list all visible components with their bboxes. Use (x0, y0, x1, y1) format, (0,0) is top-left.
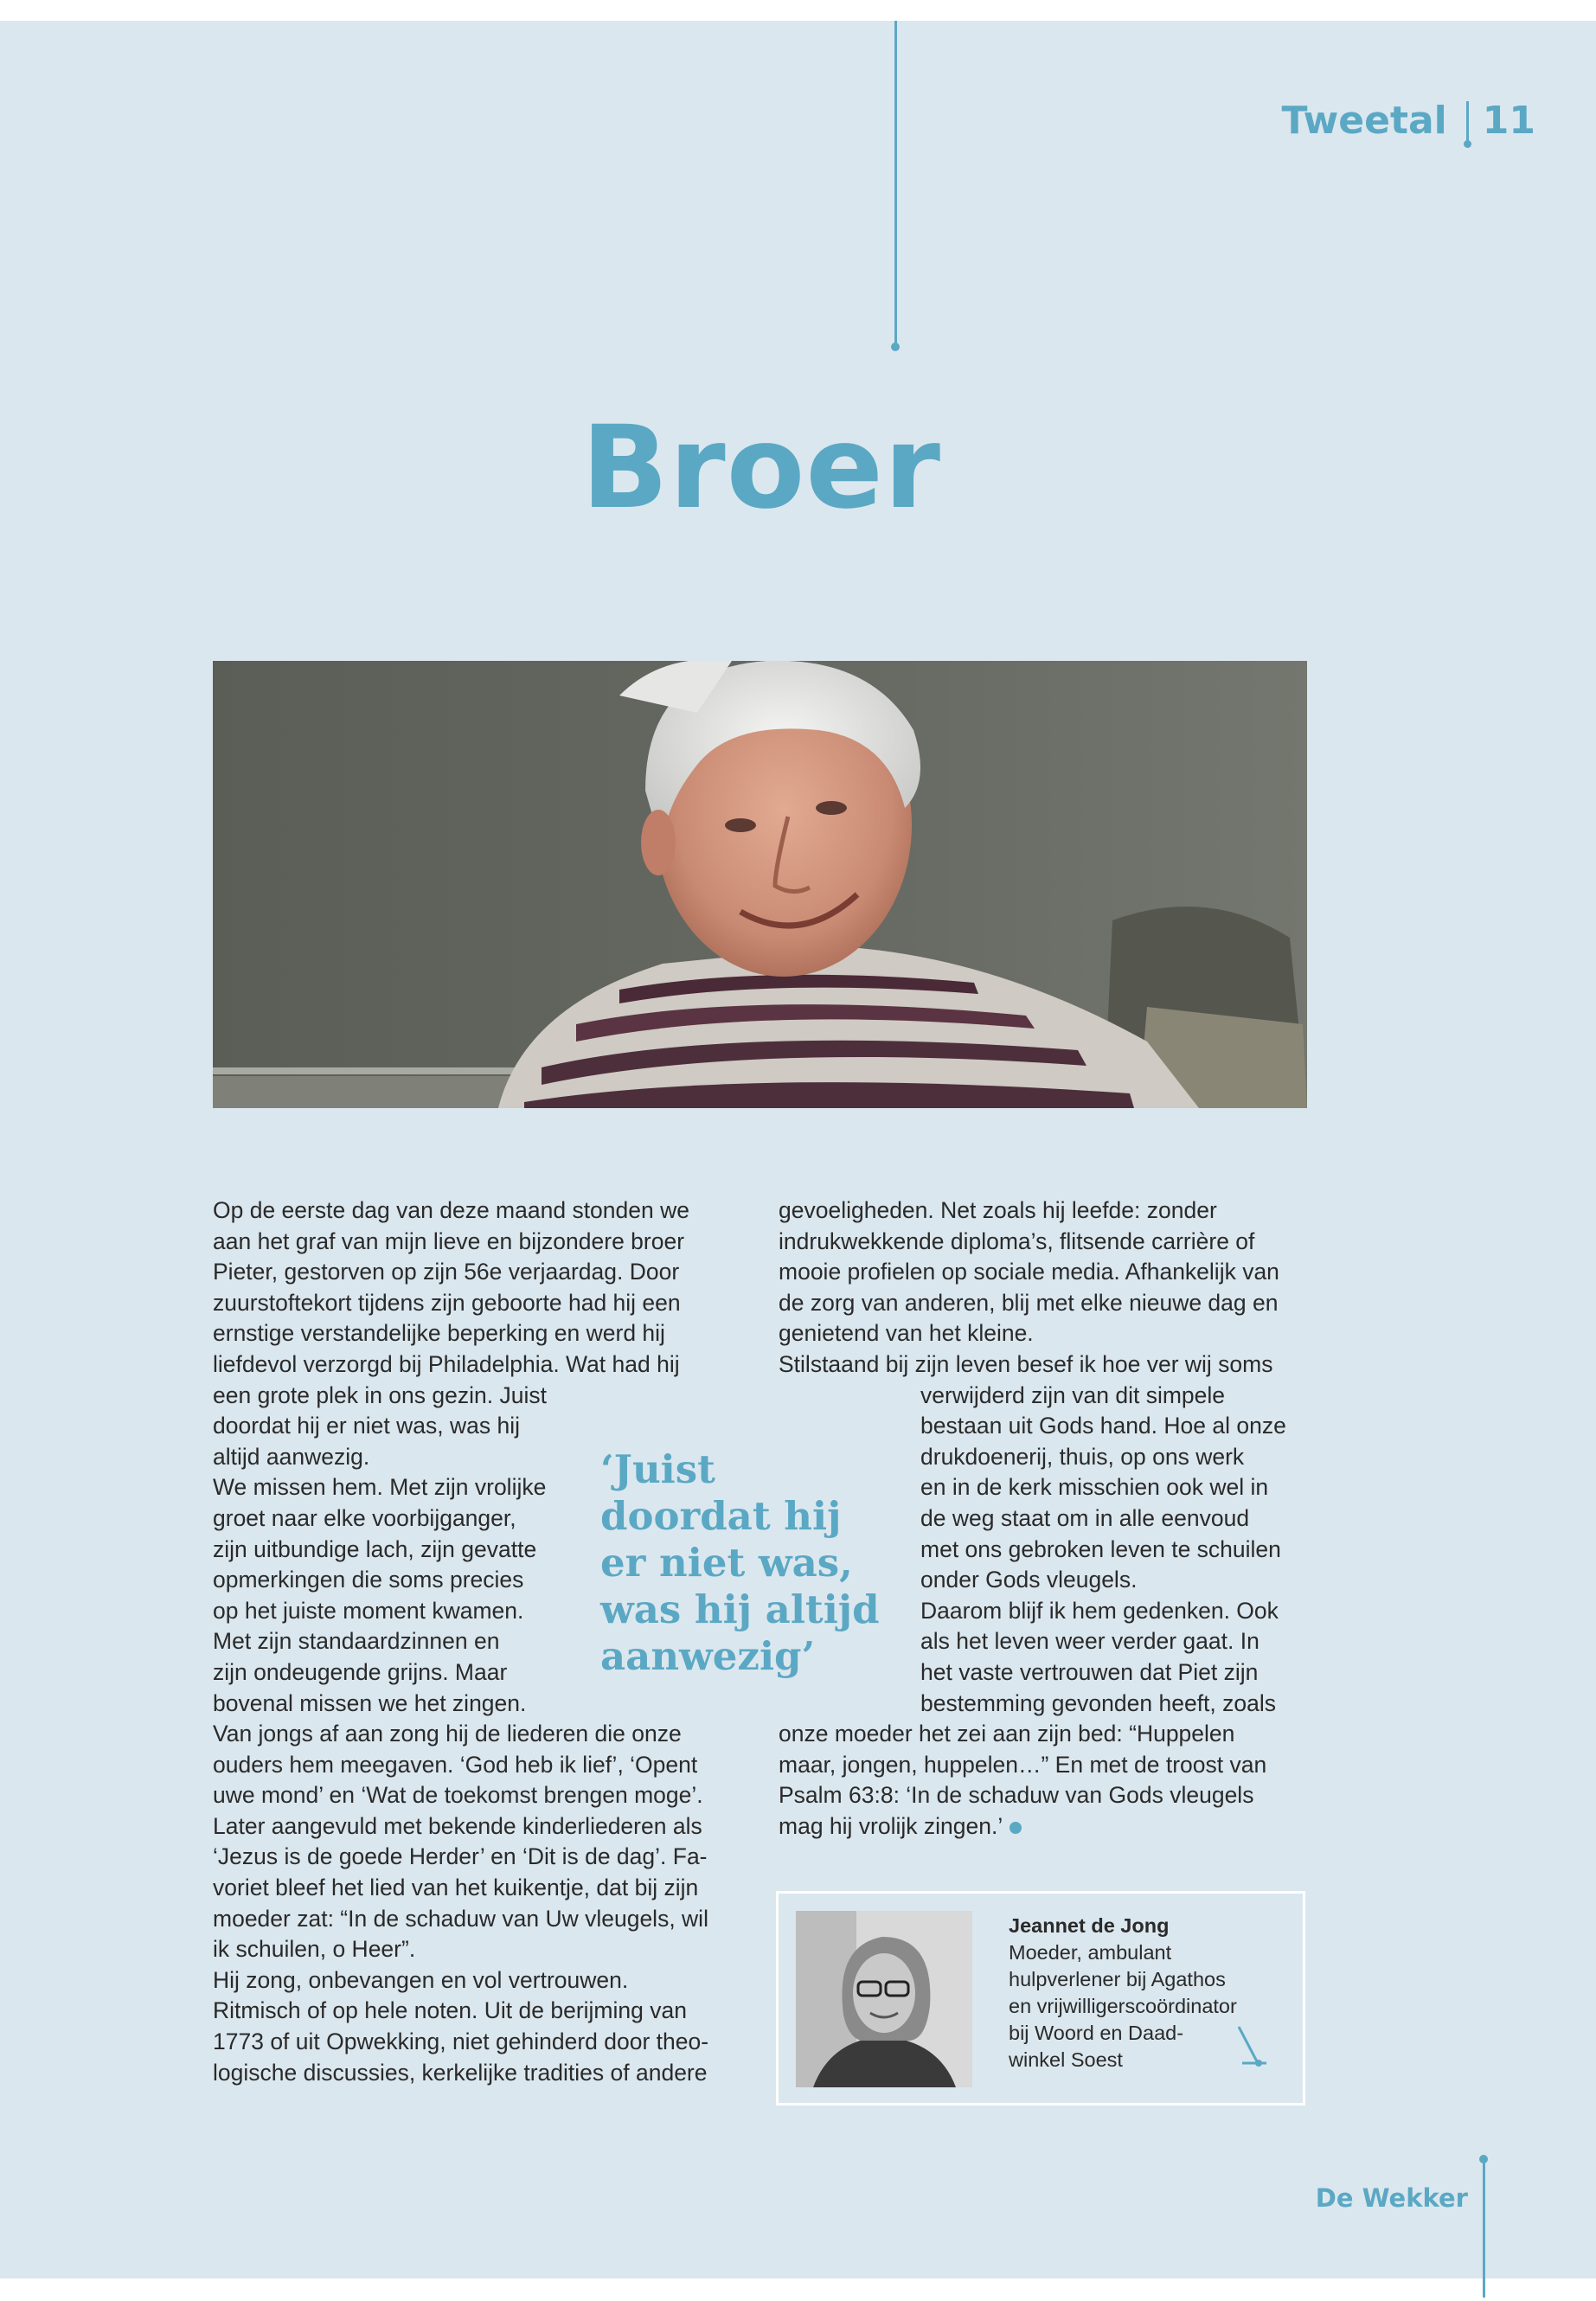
paragraph-line: Met zijn standaardzinnen en (213, 1628, 500, 1655)
paragraph-line: moeder zat: “In de schaduw van Uw vleugels, wil (213, 1905, 708, 1932)
paragraph-line: zuurstoftekort tijdens zijn geboorte had hij een (213, 1289, 681, 1316)
author-box (776, 1891, 1305, 2106)
paragraph-line: genietend van het kleine. (779, 1320, 1034, 1347)
paragraph-line: Hij zong, onbevangen en vol vertrouwen. (213, 1966, 629, 1993)
paragraph-line: indrukwekkende diploma’s, flitsende carrière of (779, 1227, 1255, 1254)
article-right-column (779, 1195, 1315, 1842)
end-of-article-dot (1010, 1822, 1022, 1834)
paragraph-line: uwe mond’ en ‘Wat de toekomst brengen moge’. (213, 1782, 703, 1809)
paragraph-line: drukdoenerij, thuis, op ons werk (920, 1443, 1245, 1470)
paragraph-line: Later aangevuld met bekende kinderliederen als (213, 1812, 702, 1839)
paragraph-line: Van jongs af aan zong hij de liederen die onze (213, 1721, 682, 1747)
paragraph-line: Pieter, gestorven op zijn 56e verjaardag. Door (213, 1259, 680, 1285)
paragraph-line: Ritmisch of op hele noten. Uit de berijming van (213, 1997, 687, 2024)
paragraph-line: een grote plek in ons gezin. Juist (213, 1381, 547, 1408)
paragraph-line: de zorg van anderen, blij met elke nieuwe dag en (779, 1289, 1279, 1316)
article-title: Broer (580, 401, 942, 535)
paragraph-line: opmerkingen die soms precies (213, 1567, 524, 1593)
paragraph-line: ouders hem meegaven. ‘God heb ik lief’, ‘Opent (213, 1751, 698, 1778)
author-name: Jeannet de Jong (1009, 1914, 1170, 1937)
paragraph-line: op het juiste moment kwamen. (213, 1597, 524, 1624)
paragraph-line: ernstige verstandelijke beperking en werd hij (213, 1320, 665, 1347)
paragraph-line: zijn ondeugende grijns. Maar (213, 1658, 508, 1685)
paragraph-line: met ons gebroken leven te schuilen (920, 1535, 1281, 1562)
paragraph-line-text: mag hij vrolijk zingen.’ (779, 1812, 1003, 1839)
paragraph-line-last (779, 1811, 1315, 1843)
decorative-needle-icon (1235, 2025, 1270, 2072)
author-bio-line: bij Woord en Daad- (1009, 2022, 1184, 2044)
paragraph-line: 1773 of uit Opwekking, niet gehinderd door theo- (213, 2029, 709, 2055)
paragraph-line: groet naar elke voorbijganger, (213, 1504, 516, 1531)
paragraph-line: verwijderd zijn van dit simpele (920, 1381, 1226, 1408)
article-photo (213, 661, 1307, 1108)
paragraph-line: maar, jongen, huppelen…” En met de troost van (779, 1751, 1267, 1778)
author-photo (796, 1911, 972, 2087)
paragraph-line: Daarom blijf ik hem gedenken. Ook (920, 1597, 1279, 1624)
pull-quote: ‘Juist doordat hij er niet was, was hij altijd aanwezig’ (600, 1446, 880, 1679)
paragraph-line: ‘Jezus is de goede Herder’ en ‘Dit is de dag’. Fa- (213, 1843, 708, 1870)
paragraph-line: Op de eerste dag van deze maand stonden we (213, 1197, 689, 1223)
paragraph-line: gevoeligheden. Net zoals hij leefde: zonder (779, 1197, 1217, 1223)
paragraph-line: de weg staat om in alle eenvoud (920, 1504, 1250, 1531)
top-vertical-rule (894, 21, 897, 348)
paragraph-line: zijn uitbundige lach, zijn gevatte (213, 1535, 537, 1562)
paragraph-line: het vaste vertrouwen dat Piet zijn (920, 1658, 1259, 1685)
author-bio-line: winkel Soest (1009, 2048, 1123, 2071)
paragraph-line: Stilstaand bij zijn leven besef ik hoe ver wij soms (779, 1350, 1273, 1377)
paragraph-line: aan het graf van mijn lieve en bijzondere broer (213, 1227, 685, 1254)
footer-vertical-rule (1483, 2159, 1485, 2298)
paragraph-line: ik schuilen, o Heer”. (213, 1936, 416, 1963)
paragraph-line: altijd aanwezig. (213, 1443, 370, 1470)
page (0, 21, 1596, 2279)
paragraph-line: bovenal missen we het zingen. (213, 1689, 527, 1716)
page-number: 11 (1482, 99, 1535, 143)
paragraph-line: onder Gods vleugels. (920, 1567, 1138, 1593)
paragraph-line: Psalm 63:8: ‘In de schaduw van Gods vleugels (779, 1782, 1254, 1809)
header-separator (1466, 101, 1469, 141)
paragraph-line: en in de kerk misschien ook wel in (920, 1474, 1269, 1501)
author-bio-line: en vrijwilligerscoördinator (1009, 1995, 1237, 2017)
paragraph-line: bestaan uit Gods hand. Hoe al onze (920, 1413, 1286, 1439)
indented-paragraph (779, 1381, 1315, 1720)
paragraph-line: doordat hij er niet was, was hij (213, 1413, 520, 1439)
section-name: Tweetal (1281, 99, 1447, 143)
paragraph-line: bestemming gevonden heeft, zoals (920, 1689, 1277, 1716)
footer-publication: De Wekker (1315, 2183, 1468, 2213)
paragraph-line: liefdevol verzorgd bij Philadelphia. Wat had hij (213, 1350, 680, 1377)
paragraph-line: logische discussies, kerkelijke tradities of andere (213, 2059, 708, 2086)
paragraph-line: als het leven weer verder gaat. In (920, 1628, 1259, 1655)
author-bio-line: Moeder, ambulant (1009, 1941, 1172, 1964)
paragraph-line: mooie profielen op sociale media. Afhankelijk van (779, 1259, 1279, 1285)
paragraph-line: We missen hem. Met zijn vrolijke (213, 1474, 547, 1501)
top-rule-dot (891, 343, 900, 351)
paragraph-line: voriet bleef het lied van het kuikentje, dat bij zijn (213, 1875, 699, 1901)
paragraph-line: onze moeder het zei aan zijn bed: “Huppelen (779, 1721, 1235, 1747)
author-bio-line: hulpverlener bij Agathos (1009, 1968, 1226, 1990)
running-header (1281, 99, 1535, 143)
